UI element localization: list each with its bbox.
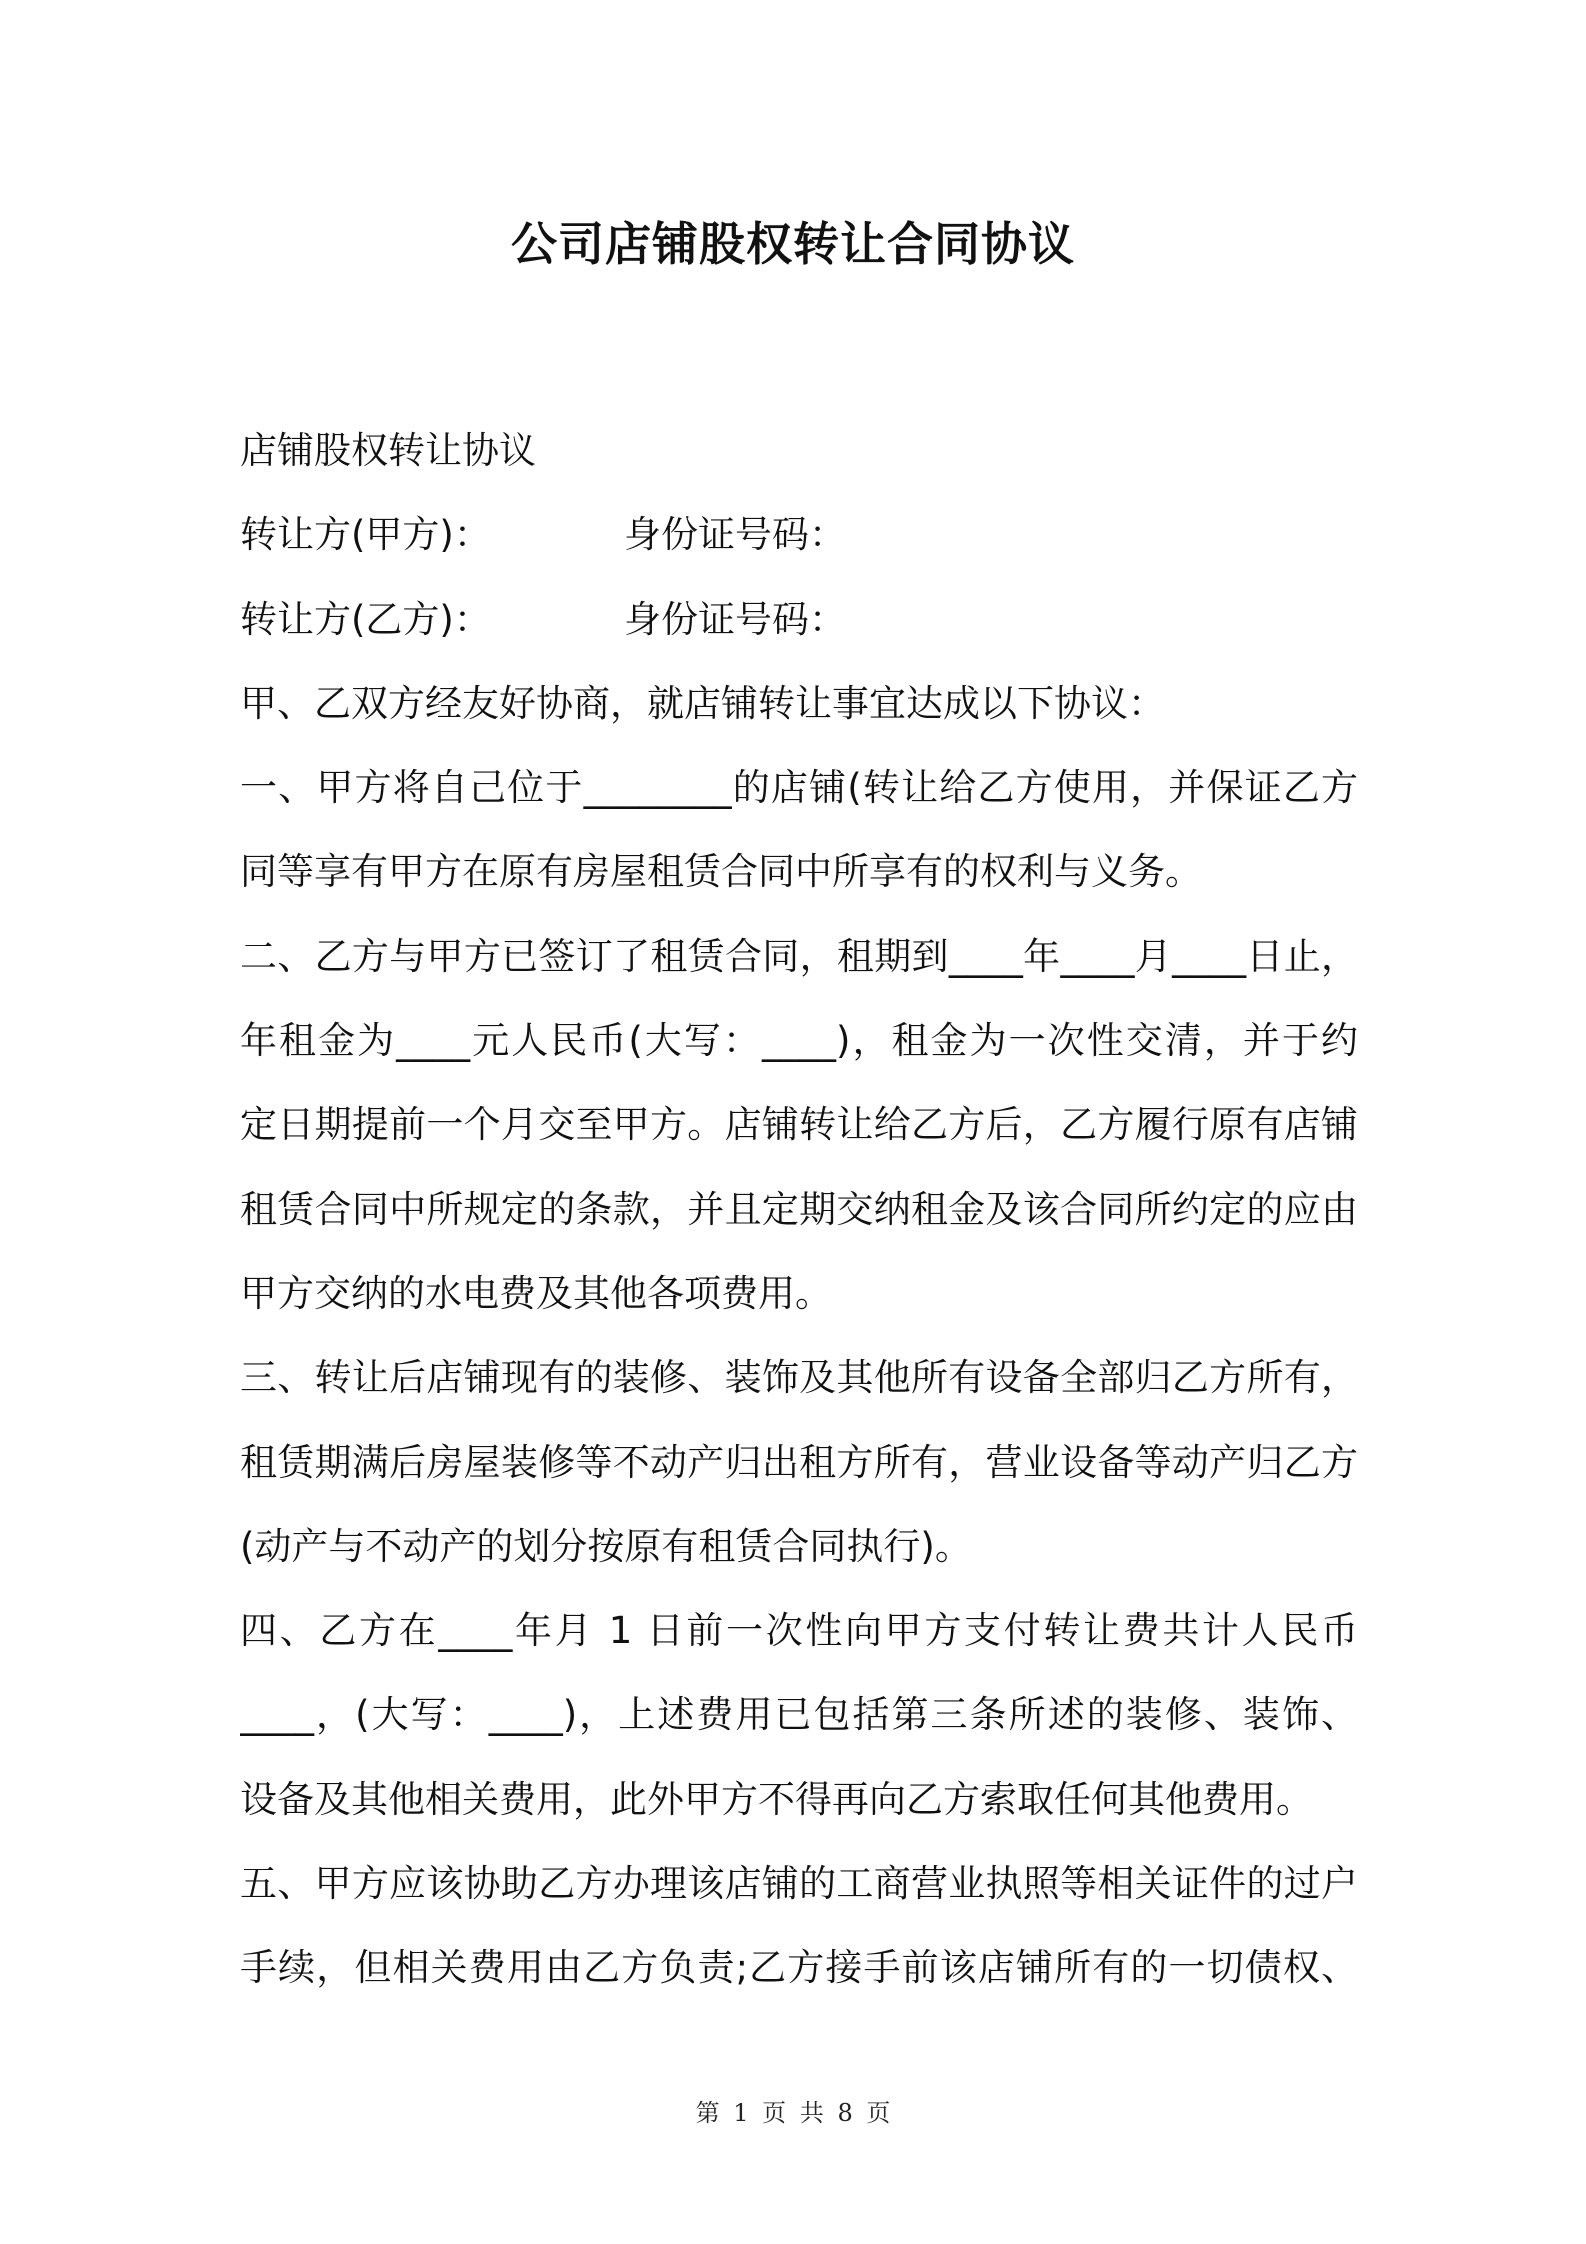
paragraph-line: 年租金为____元人民币(大写：____)，租金为一次性交清，并于约 [240, 1019, 1358, 1063]
paragraph-line: 手续，但相关费用由乙方负责;乙方接手前该店铺所有的一切债权、 [240, 1946, 1358, 1990]
page-number-footer: 第 1 页 共 8 页 [695, 2099, 891, 2127]
paragraph-line: 三、转让后店铺现有的装修、装饰及其他所有设备全部归乙方所有， [240, 1356, 1358, 1400]
party-b-label: 转让方(乙方)： [240, 597, 491, 641]
party-a-row [240, 493, 1358, 577]
paragraph-line: 定日期提前一个月交至甲方。店铺转让给乙方后，乙方履行原有店铺 [240, 1103, 1358, 1147]
party-a-id-label: 身份证号码： [624, 513, 846, 557]
paragraph-line: 四、乙方在____年月 1 日前一次性向甲方支付转让费共计人民币 [240, 1609, 1358, 1653]
paragraph-line: 一、甲方将自己位于________的店铺(转让给乙方使用，并保证乙方 [240, 766, 1358, 810]
paragraph-line: 同等享有甲方在原有房屋租赁合同中所享有的权利与义务。 [240, 850, 1202, 894]
party-b-row [240, 578, 1358, 662]
paragraph-line: 租赁期满后房屋装修等不动产归出租方所有，营业设备等动产归乙方 [240, 1440, 1358, 1484]
paragraph-line: 甲、乙双方经友好协商，就店铺转让事宜达成以下协议： [240, 681, 1165, 725]
document-body [240, 409, 1358, 2011]
paragraph-line: 二、乙方与甲方已签订了租赁合同，租期到____年____月____日止， [240, 934, 1358, 978]
party-a-label: 转让方(甲方)： [240, 513, 491, 557]
agreement-subtitle: 店铺股权转让协议 [240, 429, 536, 472]
paragraph-line: 设备及其他相关费用，此外甲方不得再向乙方索取任何其他费用。 [240, 1777, 1313, 1821]
paragraph-line: ____，(大写：____)，上述费用已包括第三条所述的装修、装饰、 [240, 1693, 1358, 1737]
paragraph-line: (动产与不动产的划分按原有租赁合同执行)。 [240, 1524, 972, 1568]
party-b-id-label: 身份证号码： [624, 597, 846, 641]
paragraph-line: 五、甲方应该协助乙方办理该店铺的工商营业执照等相关证件的过户 [240, 1862, 1358, 1906]
paragraph-line: 甲方交纳的水电费及其他各项费用。 [240, 1271, 832, 1315]
paragraph-line: 租赁合同中所规定的条款，并且定期交纳租金及该合同所约定的应由 [240, 1187, 1358, 1231]
document-title: 公司店铺股权转让合同协议 [511, 217, 1075, 271]
